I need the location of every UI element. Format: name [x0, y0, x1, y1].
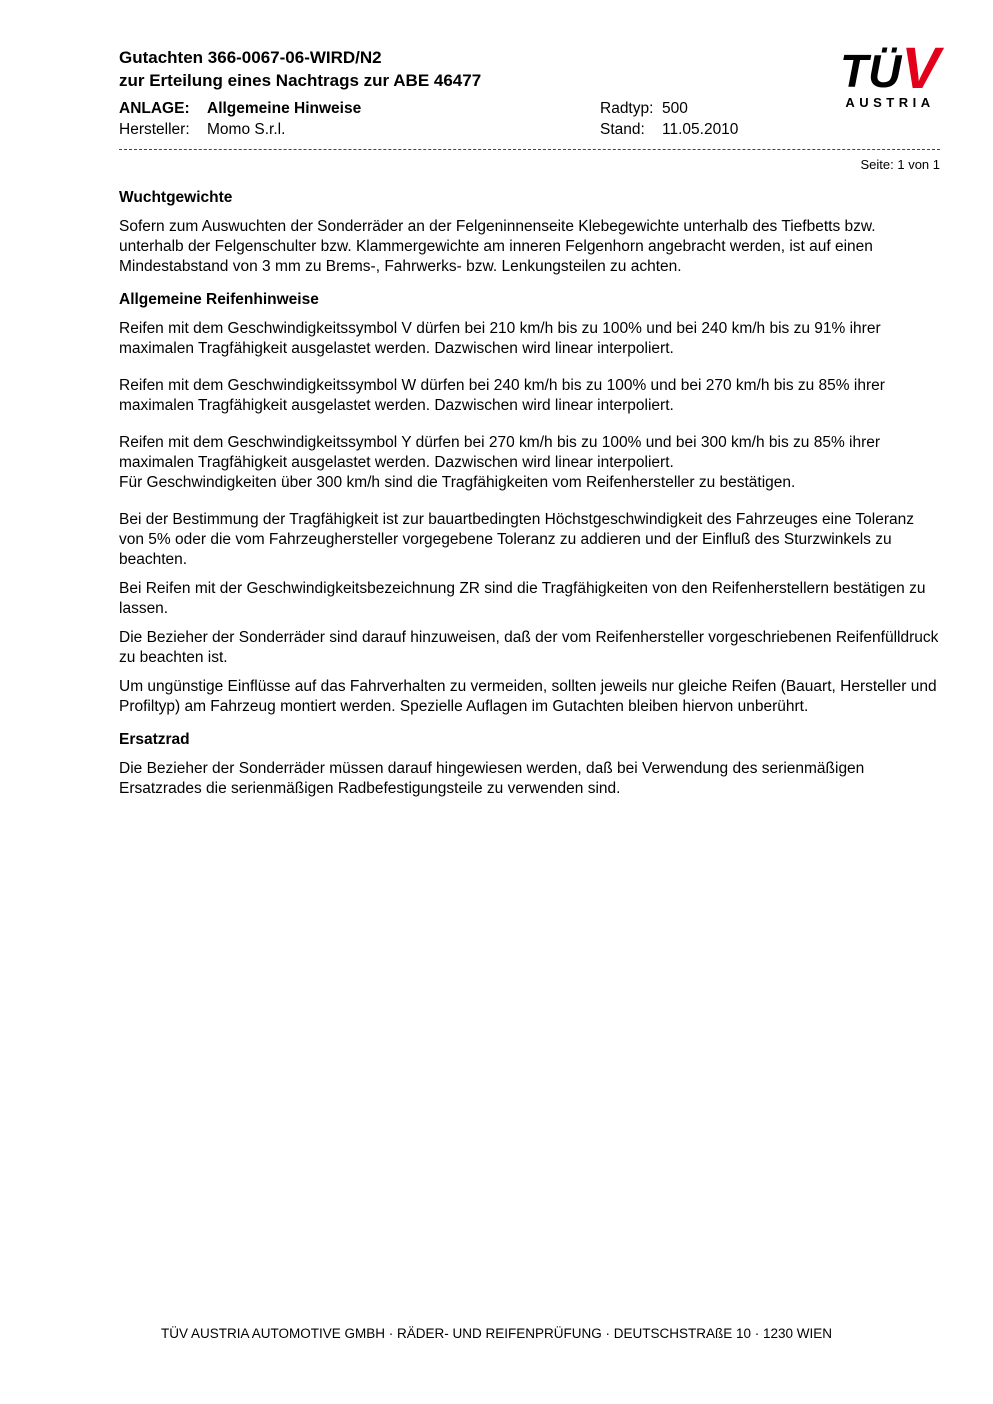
paragraph: Reifen mit dem Geschwindigkeitssymbol Y dürfen bei 270 km/h bis zu 100% und bei 300 km/h bis zu 85% ihrer maximalen Tragfähigkeit ausgelastet werden. Dazwischen wird linear interpoliert. Für Geschwindigkeiten über 300 km/h sind die Tragfähigkeiten vom Reifenhersteller zu bestätigen. — [119, 434, 881, 491]
document-meta — [119, 98, 940, 140]
document-header — [119, 36, 940, 140]
document-title-line2: zur Erteilung eines Nachtrags zur ABE 46477 — [119, 71, 482, 90]
radtyp-label: Radtyp: — [600, 100, 654, 117]
stand-value: 11.05.2010 — [662, 121, 739, 138]
paragraph: Die Bezieher der Sonderräder müssen darauf hingewiesen werden, daß bei Verwendung des serienmäßigen Ersatzrades die serienmäßigen Radbefestigungsteile zu verwenden sind. — [119, 760, 865, 797]
anlage-value: Allgemeine Hinweise — [207, 100, 362, 117]
paragraph: Reifen mit dem Geschwindigkeitssymbol V dürfen bei 210 km/h bis zu 100% und bei 240 km/h bis zu 91% ihrer maximalen Tragfähigkeit ausgelastet werden. Dazwischen wird linear interpoliert. — [119, 320, 881, 357]
meta-anlage-row — [119, 98, 600, 119]
paragraph: Bei Reifen mit der Geschwindigkeitsbezeichnung ZR sind die Tragfähigkeiten von den Reifenherstellern bestätigen zu lassen. — [119, 580, 926, 617]
tuv-logo-letter-v: V — [901, 36, 940, 101]
tuv-logo-austria-text: AUSTRIA — [845, 95, 935, 110]
stand-label: Stand: — [600, 121, 645, 138]
tuv-logo-letter-u: Ü — [868, 45, 902, 97]
radtyp-value: 500 — [662, 100, 688, 117]
page-number-info: Seite: 1 von 1 — [860, 157, 940, 172]
anlage-label: ANLAGE: — [119, 100, 190, 117]
paragraph: Die Bezieher der Sonderräder sind darauf hinzuweisen, daß der vom Reifenhersteller vorgeschriebenen Reifenfülldruck zu beachten ist. — [119, 629, 939, 666]
section-heading: Allgemeine Reifenhinweise — [119, 291, 319, 308]
hersteller-label: Hersteller: — [119, 121, 190, 138]
paragraph: Reifen mit dem Geschwindigkeitssymbol W dürfen bei 240 km/h bis zu 100% und bei 270 km/h bis zu 85% ihrer maximalen Tragfähigkeit ausgelastet werden. Dazwischen wird linear interpoliert. — [119, 377, 885, 414]
tuv-logo-letter-t: T — [839, 45, 869, 97]
section-heading: Wuchtgewichte — [119, 189, 233, 206]
document-title-line1: Gutachten 366-0067-06-WIRD/N2 — [119, 48, 382, 67]
document-footer: TÜV AUSTRIA AUTOMOTIVE GMBH · RÄDER- UND REIFENPRÜFUNG · DEUTSCHSTRAßE 10 · 1230 WIEN — [160, 1326, 833, 1341]
meta-hersteller-row — [119, 119, 600, 140]
section-heading: Ersatzrad — [119, 731, 190, 748]
header-separator-line — [119, 149, 940, 150]
paragraph: Bei der Bestimmung der Tragfähigkeit ist zur bauartbedingten Höchstgeschwindigkeit des Fahrzeuges eine Toleranz von 5% oder die vom Fahrzeughersteller vorgegebene Toleranz zu addieren und der Einfluß des Sturzwinkels zu beachten. — [119, 511, 914, 568]
document-body — [119, 188, 940, 799]
paragraph: Sofern zum Auswuchten der Sonderräder an der Felgeninnenseite Klebegewichte unterhalb des Tiefbetts bzw. unterhalb der Felgenschulter bzw. Klammergewichte am inneren Felgenhorn angebracht werden, ist auf einen Mindestabstand von 3 mm zu Brems-, Fahrwerks- bzw. Lenkungsteilen zu achten. — [119, 218, 876, 275]
tuv-logo-wordmark — [839, 36, 940, 101]
tuv-austria-logo — [839, 36, 940, 110]
paragraph: Um ungünstige Einflüsse auf das Fahrverhalten zu vermeiden, sollten jeweils nur gleiche Reifen (Bauart, Hersteller und Profiltyp) am Fahrzeug montiert werden. Spezielle Auflagen im Gutachten bleiben hiervon unberührt. — [119, 678, 937, 715]
meta-stand-row — [600, 119, 940, 140]
hersteller-value: Momo S.r.l. — [207, 121, 286, 138]
